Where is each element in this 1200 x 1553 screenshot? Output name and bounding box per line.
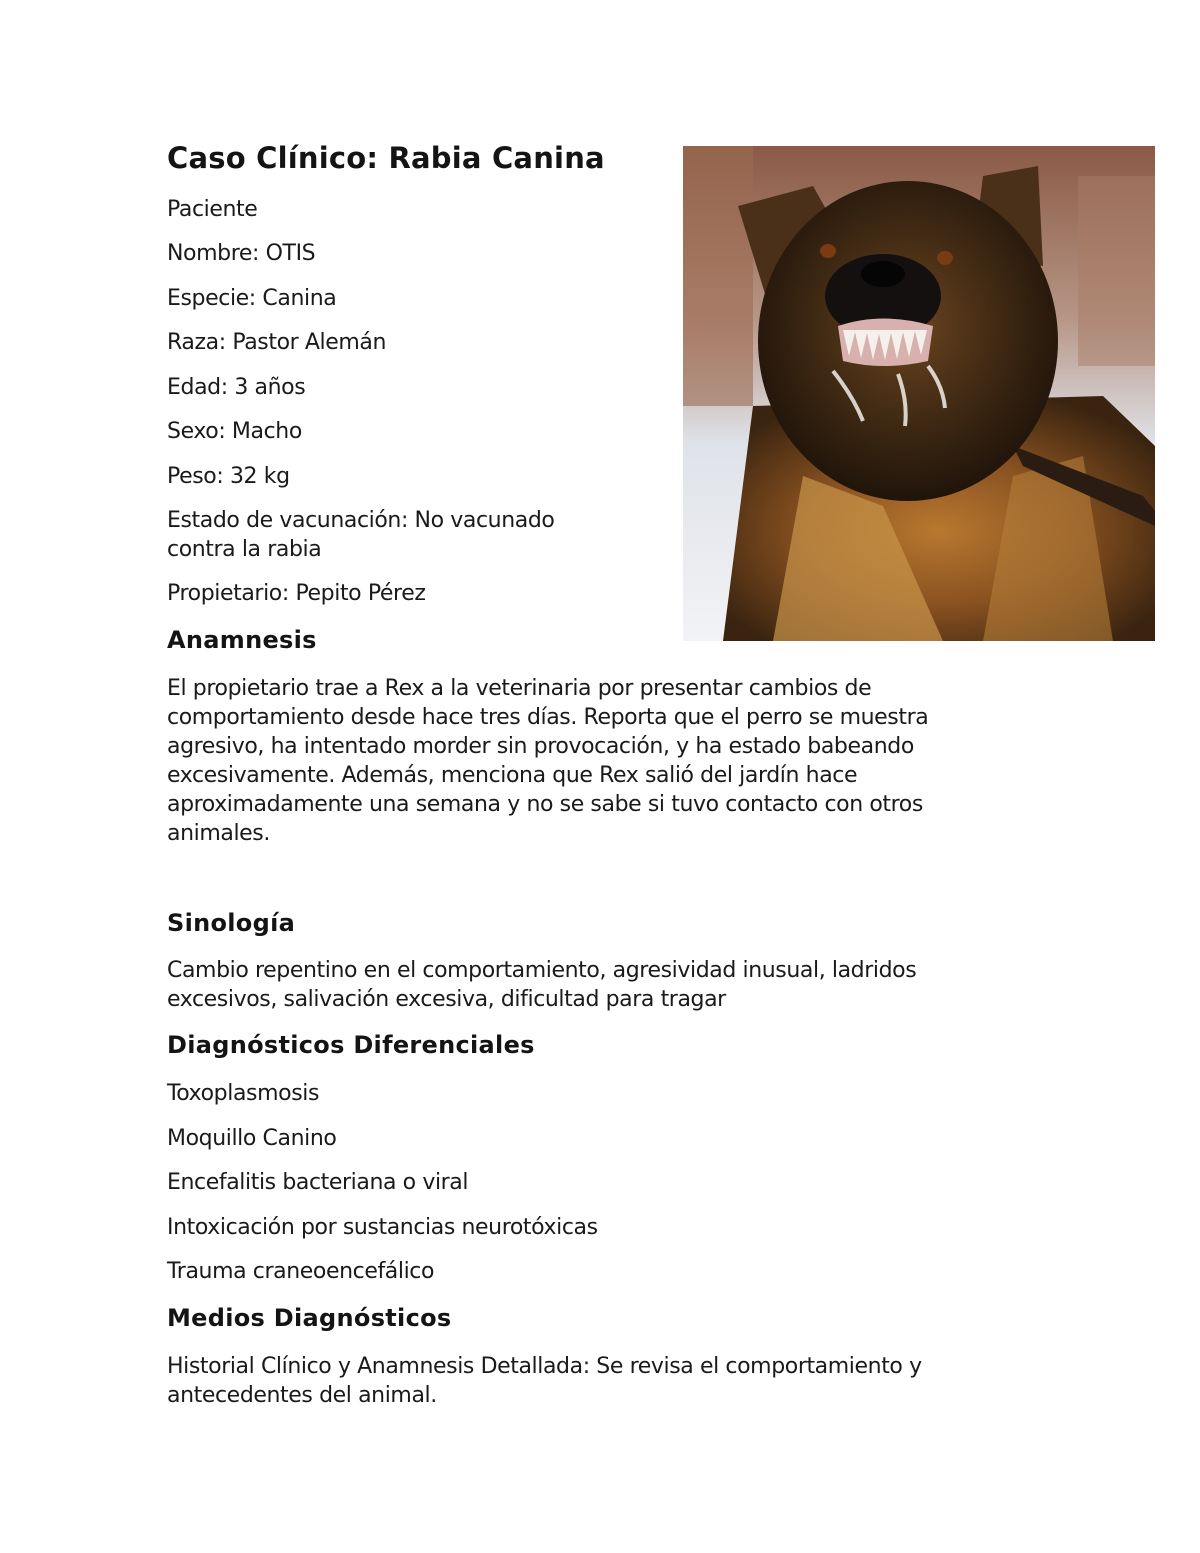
signs-heading: Sinología — [167, 909, 296, 937]
patient-breed: Raza: Pastor Alemán — [167, 330, 387, 355]
signs-text: Cambio repentino en el comportamiento, agresividad inusual, ladridos excesivos, salivación excesiva, dificultad para tragar — [167, 958, 917, 1012]
patient-weight: Peso: 32 kg — [167, 464, 290, 489]
differential-item: Moquillo Canino — [167, 1126, 337, 1151]
patient-sex: Sexo: Macho — [167, 419, 302, 444]
patient-owner: Propietario: Pepito Pérez — [167, 581, 426, 606]
diagnostics-text: Historial Clínico y Anamnesis Detallada: Se revisa el comportamiento y antecedentes del animal. — [167, 1354, 922, 1408]
anamnesis-text: El propietario trae a Rex a la veterinaria por presentar cambios de comportamiento desde hace tres días. Reporta que el perro se muestra agresivo, ha intentado morder sin provocación, y ha estado babeando excesivamente. Además, menciona que Rex salió del jardín hace aproximadamente una semana y no se sabe si tuvo contacto con otros animales. — [167, 676, 929, 846]
dog-photo — [683, 146, 1155, 641]
differentials-heading: Diagnósticos Diferenciales — [167, 1031, 535, 1059]
page-title: Caso Clínico: Rabia Canina — [167, 141, 605, 175]
differential-item: Toxoplasmosis — [167, 1081, 320, 1106]
anamnesis-heading: Anamnesis — [167, 626, 317, 654]
differential-item: Encefalitis bacteriana o viral — [167, 1170, 469, 1195]
patient-vaccination-line2: contra la rabia — [167, 537, 322, 562]
differential-item: Intoxicación por sustancias neurotóxicas — [167, 1215, 598, 1240]
patient-name: Nombre: OTIS — [167, 241, 316, 266]
patient-species: Especie: Canina — [167, 286, 337, 311]
patient-age: Edad: 3 años — [167, 375, 306, 400]
differential-item: Trauma craneoencefálico — [167, 1259, 435, 1284]
patient-heading: Paciente — [167, 197, 258, 222]
diagnostics-heading: Medios Diagnósticos — [167, 1304, 452, 1332]
dog-illustration — [683, 146, 1155, 641]
patient-vaccination-line1: Estado de vacunación: No vacunado — [167, 508, 555, 533]
